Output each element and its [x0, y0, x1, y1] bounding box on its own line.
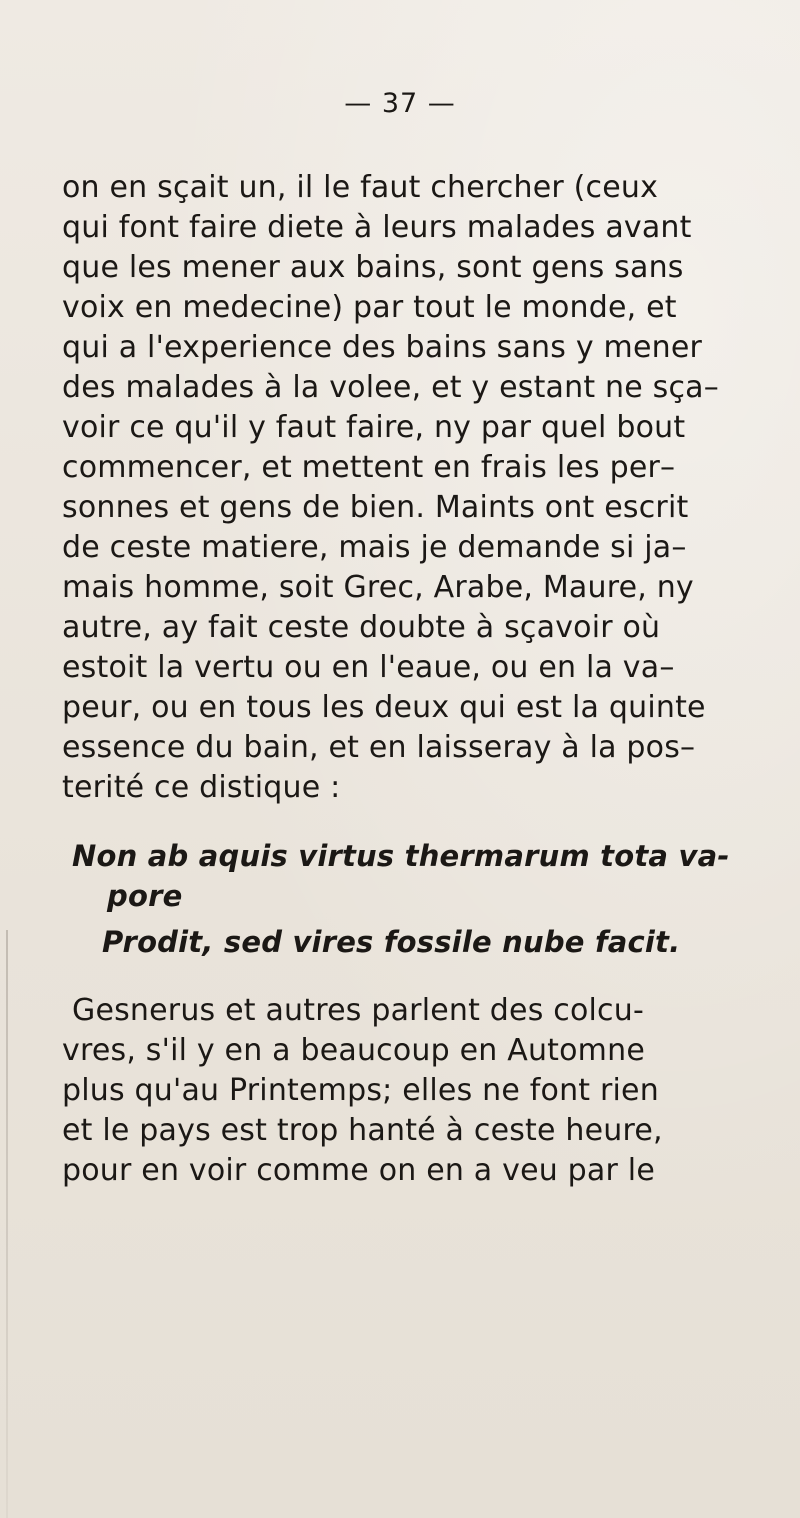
text-line: voix en medecine) par tout le monde, et [62, 290, 677, 325]
text-line: estoit la vertu ou en l'eaue, ou en la va– [62, 650, 675, 685]
text-line: de ceste matiere, mais je demande si ja– [62, 530, 687, 565]
text-line: plus qu'au Printemps; elles ne font rien [62, 1073, 659, 1108]
distich-line: Prodit, sed vires fossile nube facit. [102, 925, 681, 959]
text-line: voir ce qu'il y faut faire, ny par quel bout [62, 410, 686, 445]
text-line: on en sçait un, il le faut chercher (ceux [62, 170, 659, 205]
text-line: des malades à la volee, et y estant ne sça– [62, 370, 719, 405]
text-line: Gesnerus et autres parlent des colcu- [72, 993, 644, 1028]
text-line: et le pays est trop hanté à ceste heure, [62, 1113, 663, 1148]
text-line: qui font faire diete à leurs malades avant [62, 210, 692, 245]
text-line: commencer, et mettent en frais les per– [62, 450, 676, 485]
distich-line: pore [107, 879, 183, 913]
page-number: — 37 — [344, 88, 456, 119]
text-line: que les mener aux bains, sont gens sans [62, 250, 684, 285]
text-line: vres, s'il y en a beaucoup en Automne [62, 1033, 645, 1068]
text-line: qui a l'experience des bains sans y mener [62, 330, 703, 365]
page-edge-shadow [6, 930, 8, 1518]
text-line: essence du bain, et en laisseray à la pos– [62, 730, 696, 765]
distich-line: Non ab aquis virtus thermarum tota va- [72, 839, 730, 873]
text-line: terité ce distique : [62, 770, 341, 805]
text-line: mais homme, soit Grec, Arabe, Maure, ny [62, 570, 694, 605]
text-line: pour en voir comme on en a veu par le [62, 1153, 655, 1188]
text-line: sonnes et gens de bien. Maints ont escrit [62, 490, 689, 525]
text-line: autre, ay fait ceste doubte à sçavoir où [62, 610, 661, 645]
text-line: peur, ou en tous les deux qui est la quinte [62, 690, 706, 725]
